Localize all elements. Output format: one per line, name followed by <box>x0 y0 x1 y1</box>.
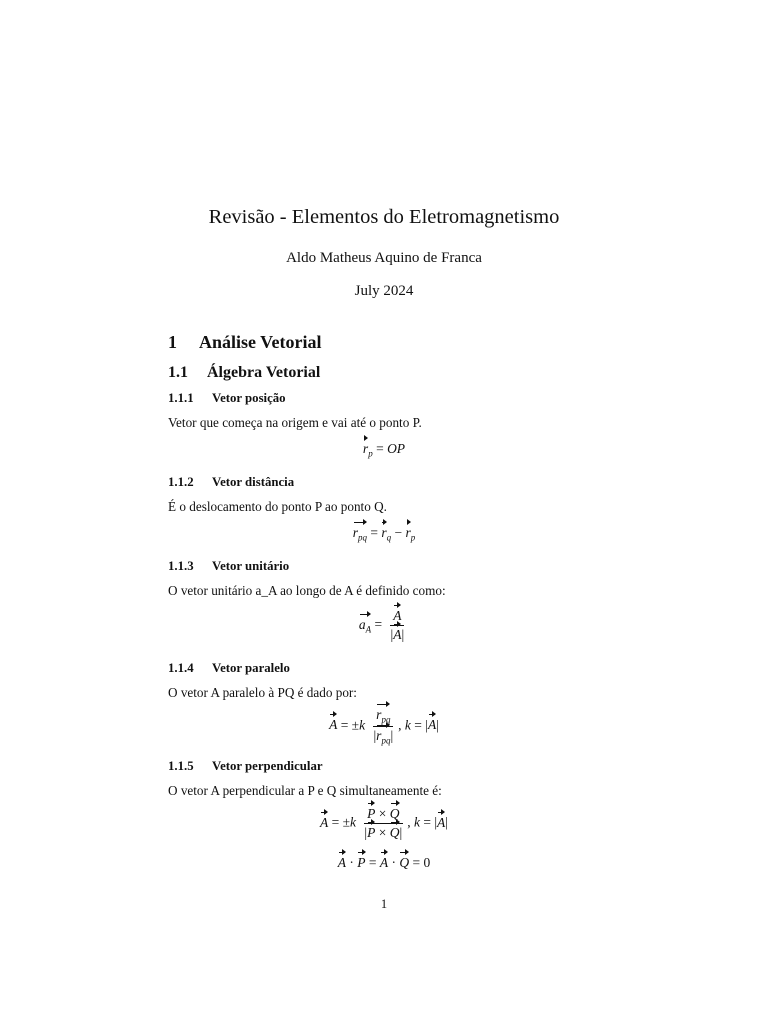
subsection-number: 1.1 <box>168 364 188 381</box>
page-number: 1 <box>380 897 388 911</box>
equation-distance-vector: $r_{pq} = r_q - r_p$ <box>352 525 416 543</box>
equation-unit-vector: $a_A$ = $\frac{A}{|A|}$ <box>358 608 405 642</box>
subsection-title: Álgebra Vetorial <box>207 364 321 381</box>
subsection-heading <box>168 364 320 382</box>
subsubsection-heading <box>168 475 294 490</box>
equation-parallel-vector: A = ±k $\frac{r_{pq}}{|r_{pq}|}$ , k = |A| <box>329 707 439 746</box>
subsubsection-title: Vetor posição <box>212 391 286 405</box>
subsubsection-heading <box>168 759 323 774</box>
document-date: July 2024 <box>354 283 414 299</box>
section-number: 1 <box>168 332 177 352</box>
paragraph: O vetor A perpendicular a P e Q simultaneamente é: <box>168 783 442 798</box>
subsubsection-heading <box>168 391 286 406</box>
paragraph: Vetor que começa na origem e vai até o ponto P. <box>168 415 422 430</box>
subsubsection-number: 1.1.3 <box>168 559 194 573</box>
subsubsection-title: Vetor paralelo <box>212 661 290 675</box>
subsubsection-heading <box>168 661 290 676</box>
subsubsection-title: Vetor unitário <box>212 559 290 573</box>
subsubsection-number: 1.1.1 <box>168 391 194 405</box>
subsubsection-number: 1.1.4 <box>168 661 194 675</box>
document-title: Revisão - Elementos do Eletromagnetismo <box>208 206 560 228</box>
subsubsection-number: 1.1.2 <box>168 475 194 489</box>
subsubsection-title: Vetor perpendicular <box>212 759 323 773</box>
subsubsection-heading <box>168 559 289 574</box>
paragraph: O vetor unitário a_A ao longo de A é definido como: <box>168 583 446 598</box>
equation-perpendicular-vector: A = ±k $\frac{P \times Q}{|P \times Q|}$ , k = |A| <box>320 806 448 840</box>
section-title: Análise Vetorial <box>199 332 322 352</box>
paragraph: O vetor A paralelo à PQ é dado por: <box>168 685 357 700</box>
section-heading <box>168 332 322 353</box>
paragraph: É o deslocamento do ponto P ao ponto Q. <box>168 499 387 514</box>
subsubsection-number: 1.1.5 <box>168 759 194 773</box>
document-author: Aldo Matheus Aquino de Franca <box>286 250 482 266</box>
equation-position-vector: $r_p$ = OP <box>362 441 406 459</box>
subsubsection-title: Vetor distância <box>212 475 295 489</box>
equation-dot-product: A · P = A · Q = 0 <box>337 855 431 870</box>
